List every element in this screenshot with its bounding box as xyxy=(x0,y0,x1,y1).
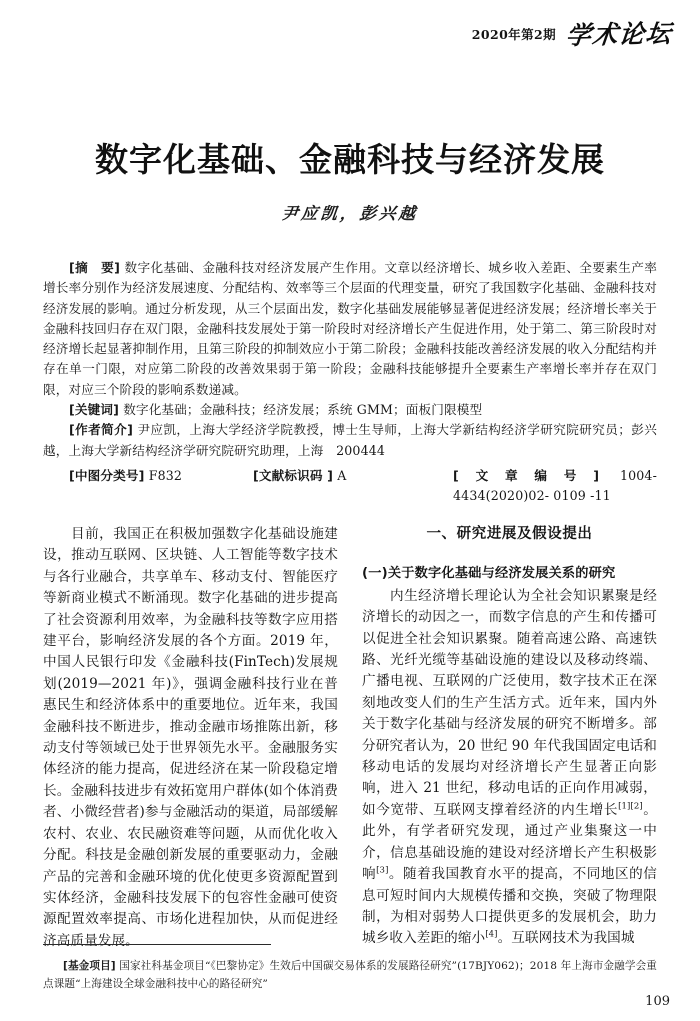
issue-label: 2020年第2期 xyxy=(471,27,556,42)
clc-value: F832 xyxy=(148,467,183,483)
body-text-part-3: 。随着我国教育水平的提高，不同地区的信息可短时间内大规模传播和交换，突破了物理限制，为相对弱势人口提供更多的发展机会，助力城乡收入差距的缩小 xyxy=(362,866,657,947)
page-title: 数字化基础、金融科技与经济发展 xyxy=(95,140,605,180)
keywords-paragraph xyxy=(43,400,657,420)
clc-code-group xyxy=(43,466,253,507)
document-code-value: A xyxy=(337,467,347,483)
body-columns xyxy=(43,524,657,949)
citation-ref-2: [3] xyxy=(376,865,389,876)
clc-label: [中图分类号] xyxy=(69,467,145,483)
funding-text: 国家社科基金项目“《巴黎协定》生效后中国碳交易体系的发展路径研究”(17BJY062)；2018 年上海市金融学会重点课题“上海建设全球金融科技中心的路径研究” xyxy=(43,960,657,990)
section-heading: 一、研究进展及假设提出 xyxy=(426,526,593,542)
citation-ref-3: [4] xyxy=(485,929,498,940)
left-column xyxy=(43,524,338,949)
body-text-part-2: 。此外，有学者研究发现，通过产业集聚这一中介，信息基础设施的建设对经济增长产生积极影响 xyxy=(362,801,657,883)
author-bio-paragraph xyxy=(43,420,657,461)
document-code-label: [文献标识码 ] xyxy=(253,467,334,483)
keywords-text: 数字化基础；金融科技；经济发展；系统 GMM；面板门限模型 xyxy=(123,402,483,418)
front-matter xyxy=(43,258,657,507)
citation-ref-1: [1][2] xyxy=(618,801,643,812)
author-bio-label: [作者简介] xyxy=(69,422,134,438)
subsection-heading: (一)关于数字化基础与经济发展关系的研究 xyxy=(362,566,616,582)
body-text-part-1: 内生经济增长理论认为全社会知识累聚是经济增长的动因之一，而数字信息的产生和传播可以促进全社会知识累聚。随着高速公路、高速铁路、光纤光缆等基础设施的建设以及移动终端、广播电视、互联网的广泛使用，数字技术正在深刻地改变人们的生产生活方式。近年来，国内外关于数字化基础与经济发展的研究不断增多。部分研究者认为，20 世纪 90 年代我国固定电话和移动电话的发展均对经济增长产生显著正向影响，进入 21 世纪，移动电话的正向作用减弱，如今宽带、互联网支撑着经济的内生增长 xyxy=(362,587,657,818)
footnote-divider xyxy=(43,944,271,945)
document-code-group xyxy=(253,466,453,507)
footnote-block xyxy=(43,958,657,993)
abstract-text: 数字化基础、金融科技对经济发展产生作用。文章以经济增长、城乡收入差距、全要素生产率增长率分别作为经济发展速度、分配结构、效率等三个层面的代理变量，研究了我国数字化基础、金融科技对经济发展的影响。通过分析发现，从三个层面出发，数字化基础发展能够显著促进经济发展；经济增长率关于金融科技回归存在双门限，金融科技发展处于第一阶段时对经济增长产生促进作用，处于第二、第三阶段时对经济增长起显著抑制作用，且第三阶段的抑制效应小于第二阶段；金融科技能改善经济发展的收入分配结构并存在单一门限，对应第二阶段的改善效果弱于第一阶段；金融科技能够提升全要素生产率增长率并存在双门限，对应三个阶段的影响系数递减。 xyxy=(43,260,657,397)
keywords-label: [关键词] xyxy=(69,402,120,418)
funding-label: [基金项目] xyxy=(63,960,116,972)
body-paragraph xyxy=(362,586,657,950)
page-number: 109 xyxy=(645,994,670,1009)
funding-note xyxy=(43,958,657,993)
journal-logo: 学术论坛 xyxy=(564,18,674,51)
author-byline: 尹应凯，彭兴越 xyxy=(280,204,420,223)
abstract-label: [摘 要] xyxy=(69,260,121,275)
article-number-group xyxy=(453,466,657,507)
article-number-label: [文章编号] xyxy=(453,467,600,483)
classification-codes-row xyxy=(43,466,657,507)
body-text-part-4: 。互联网技术为我国城 xyxy=(497,930,635,947)
author-bio-text: 尹应凯，上海大学经济学院教授，博士生导师，上海大学新结构经济学研究院研究员；彭兴越，上海大学新结构经济学研究院研究助理，上海 200444 xyxy=(43,422,657,458)
running-head xyxy=(471,18,674,51)
body-paragraph: 目前，我国正在积极加强数字化基础设施建设，推动互联网、区块链、人工智能等数字技术与各行业融合，共享单车、移动支付、智能医疗等新商业模式不断涌现。数字化基础的进步提高了社会资源利用效率，为金融科技等数字应用搭建平台，影响经济发展的各个方面。2019 年，中国人民银行印发《金融科技(FinTech)发展规划(2019—2021 年)》，强调金融科技行业在普惠民生和经济体系中的重要地位。近年来，我国金融科技不断进步，推动金融市场推陈出新，移动支付等领域已处于世界领先水平。金融服务实体经济的能力提高，促进经济在某一阶段稳定增长。金融科技进步有效拓宽用户群体(如个体消费者、小微经营者)参与金融活动的渠道，局部缓解农村、农业、农民融资难等问题，从而优化收入分配。科技是金融创新发展的重要驱动力，金融产品的完善和金融环境的优化使更多资源配置到实体经济，金融科技发展下的包容性金融可使资源配置效率提高、市场化进程加快，从而促进经济高质量发展。 xyxy=(43,526,338,949)
right-column xyxy=(362,524,657,947)
article-number-value: 1004- 4434(2020)02- 0109 -11 xyxy=(453,467,657,504)
abstract-paragraph xyxy=(43,258,657,400)
